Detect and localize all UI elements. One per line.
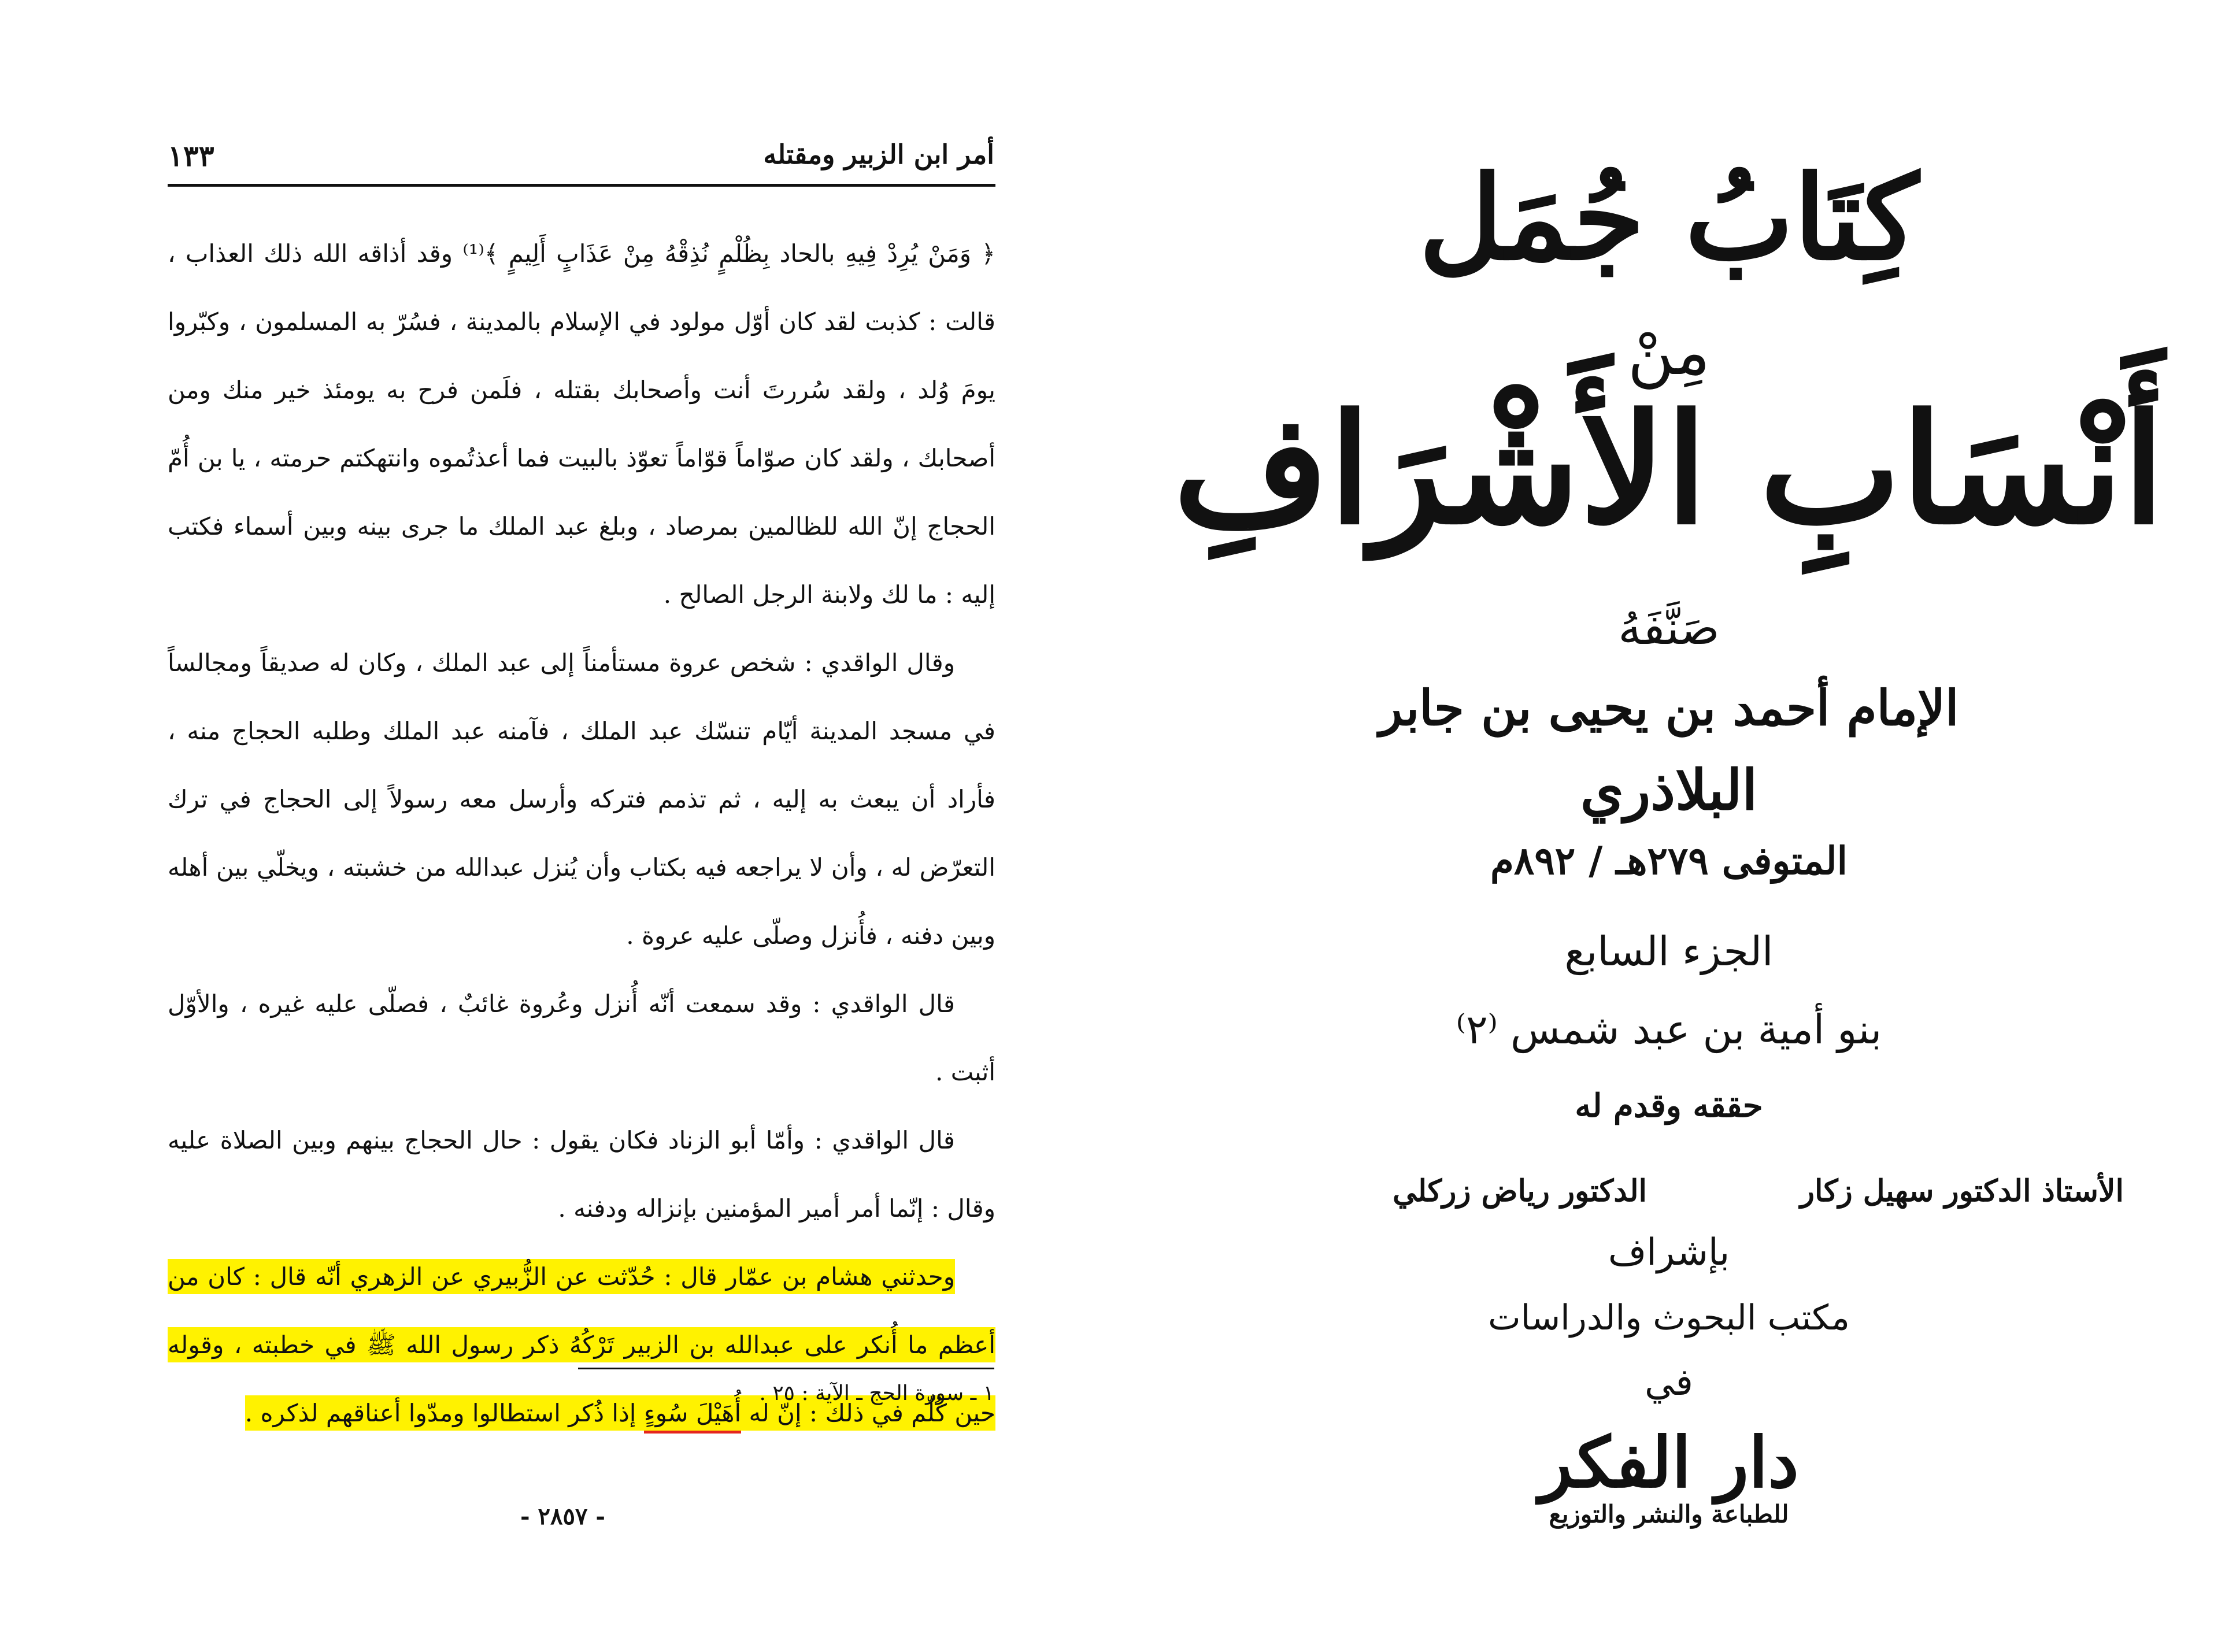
highlight-text-1: وحدثني هشام بن عمّار قال : حُدّثت عن الزُّبيري عن الزهري أنّه قال : كان من أعظم ما أُنكر على عبدالله بن الزبير تَرْكُهُ ذكر رسول الله ﷺ في خطبته ، وقوله حين كُلّم في ذلك : إنّ له (168, 1259, 995, 1431)
highlight-text-2: إذا ذُكر استطالوا ومدّوا أعناقهم لذكره . (245, 1395, 644, 1431)
running-header (168, 139, 994, 179)
book-title-line-3: أَنْسَابِ الأَشْرَافِ (1173, 381, 2165, 558)
author-name: الإمام أحمد بن يحيى بن جابر (1379, 679, 1959, 736)
footnote: ١ ـ سورة الحج ـ الآية : ٢٥ . (759, 1381, 994, 1405)
publisher-logo: دار الفكر (1539, 1422, 1799, 1503)
bottom-page-number: - ٢٨٥٧ - (520, 1503, 605, 1530)
paragraph-2: وقال الواقدي : شخص عروة مستأمناً إلى عبد الملك ، وكان له صديقاً ومجالساً في مسجد المدينة أيّام تنسّك عبد الملك ، فآمنه عبد الملك وطلبه الحجاج منه ، فأراد أن يبعث به إليه ، ثم تذمم فتركه وأرسل معه رسولاً إلى الحجاج في ترك التعرّض له ، وأن لا يراجعه فيه بكتاب وأن يُنزل عبدالله من خشبته ، ويخلّي بين أهله وبين دفنه ، فأُنزل وصلّى عليه عروة . (168, 649, 995, 950)
volume-label: الجزء السابع (1564, 928, 1774, 975)
editor-2: الدكتور رياض زركلي (1392, 1173, 1647, 1209)
author-nisba: البلاذري (1580, 757, 1758, 823)
publisher-tagline: للطباعة والنشر والتوزيع (1549, 1500, 1789, 1528)
header-rule (168, 184, 995, 187)
paragraph-1: ﴿ وَمَنْ يُرِدْ فِيهِ بالحاد بِظُلْمٍ نُذِقْهُ مِنْ عَذَابٍ أَلِيمٍ ﴾⁽¹⁾ وقد أذاقه الله ذلك العذاب ، قالت : كذبت لقد كان أوّل مولود في الإسلام بالمدينة ، فسُرّ به المسلمون ، وكبّروا يومَ وُلد ، ولقد سُررتَ أنت وأصحابك بقتله ، فلَمن فرح به يومئذ خير منك ومن أصحابك ، ولقد كان صوّاماً قوّاماً تعوّذ بالبيت فما أعذتُموه وانتهكتم حرمته ، يا بن أُمّ الحجاج إنّ الله للظالمين بمرصاد ، وبلغ عبد الملك ما جرى بينه وبين أسماء فكتب إليه : ما لك ولابنة الرجل الصالح . (168, 239, 995, 609)
authored-by: صَنَّفَهُ (1618, 601, 1720, 655)
editors (1113, 1173, 2225, 1225)
edited-by: حققه وقدم له (1575, 1087, 1763, 1125)
supervision-label: بإشراف (1608, 1231, 1730, 1274)
highlighted-paragraph (168, 1243, 995, 1447)
running-title: أمر ابن الزبير ومقتله (763, 139, 994, 170)
body-text (168, 220, 995, 1447)
paragraph-4: قال الواقدي : وأمّا أبو الزناد فكان يقول : حال الحجاج بينهم وبين الصلاة عليه وقال : إنّما أمر أمير المؤمنين بإنزاله ودفنه . (168, 1126, 995, 1223)
page-number: ١٣٣ (168, 139, 214, 173)
editor-1: الأستاذ الدكتور سهيل زكار (1800, 1173, 2124, 1209)
in-word: في (1645, 1361, 1693, 1404)
research-office: مكتب البحوث والدراسات (1488, 1298, 1850, 1338)
title-page (1113, 0, 2225, 1652)
book-title-line-1: كِتَابُ جُمَل (1419, 150, 1919, 286)
paragraph-3: قال الواقدي : وقد سمعت أنّه أُنزل وعُروة غائبٌ ، فصلّى عليه غيره ، والأوّل أثبت . (168, 990, 995, 1086)
footnote-rule (578, 1368, 994, 1369)
volume-subtitle: بنو أمية بن عبد شمس ⁽٢⁾ (1456, 1006, 1882, 1053)
underlined-phrase: أُهَيْلَ سُوءٍ (644, 1395, 741, 1434)
death-date: المتوفى ٢٧٩هـ / ٨٩٢م (1490, 838, 1848, 883)
book-title-line-2: مِنْ (1627, 315, 1711, 389)
